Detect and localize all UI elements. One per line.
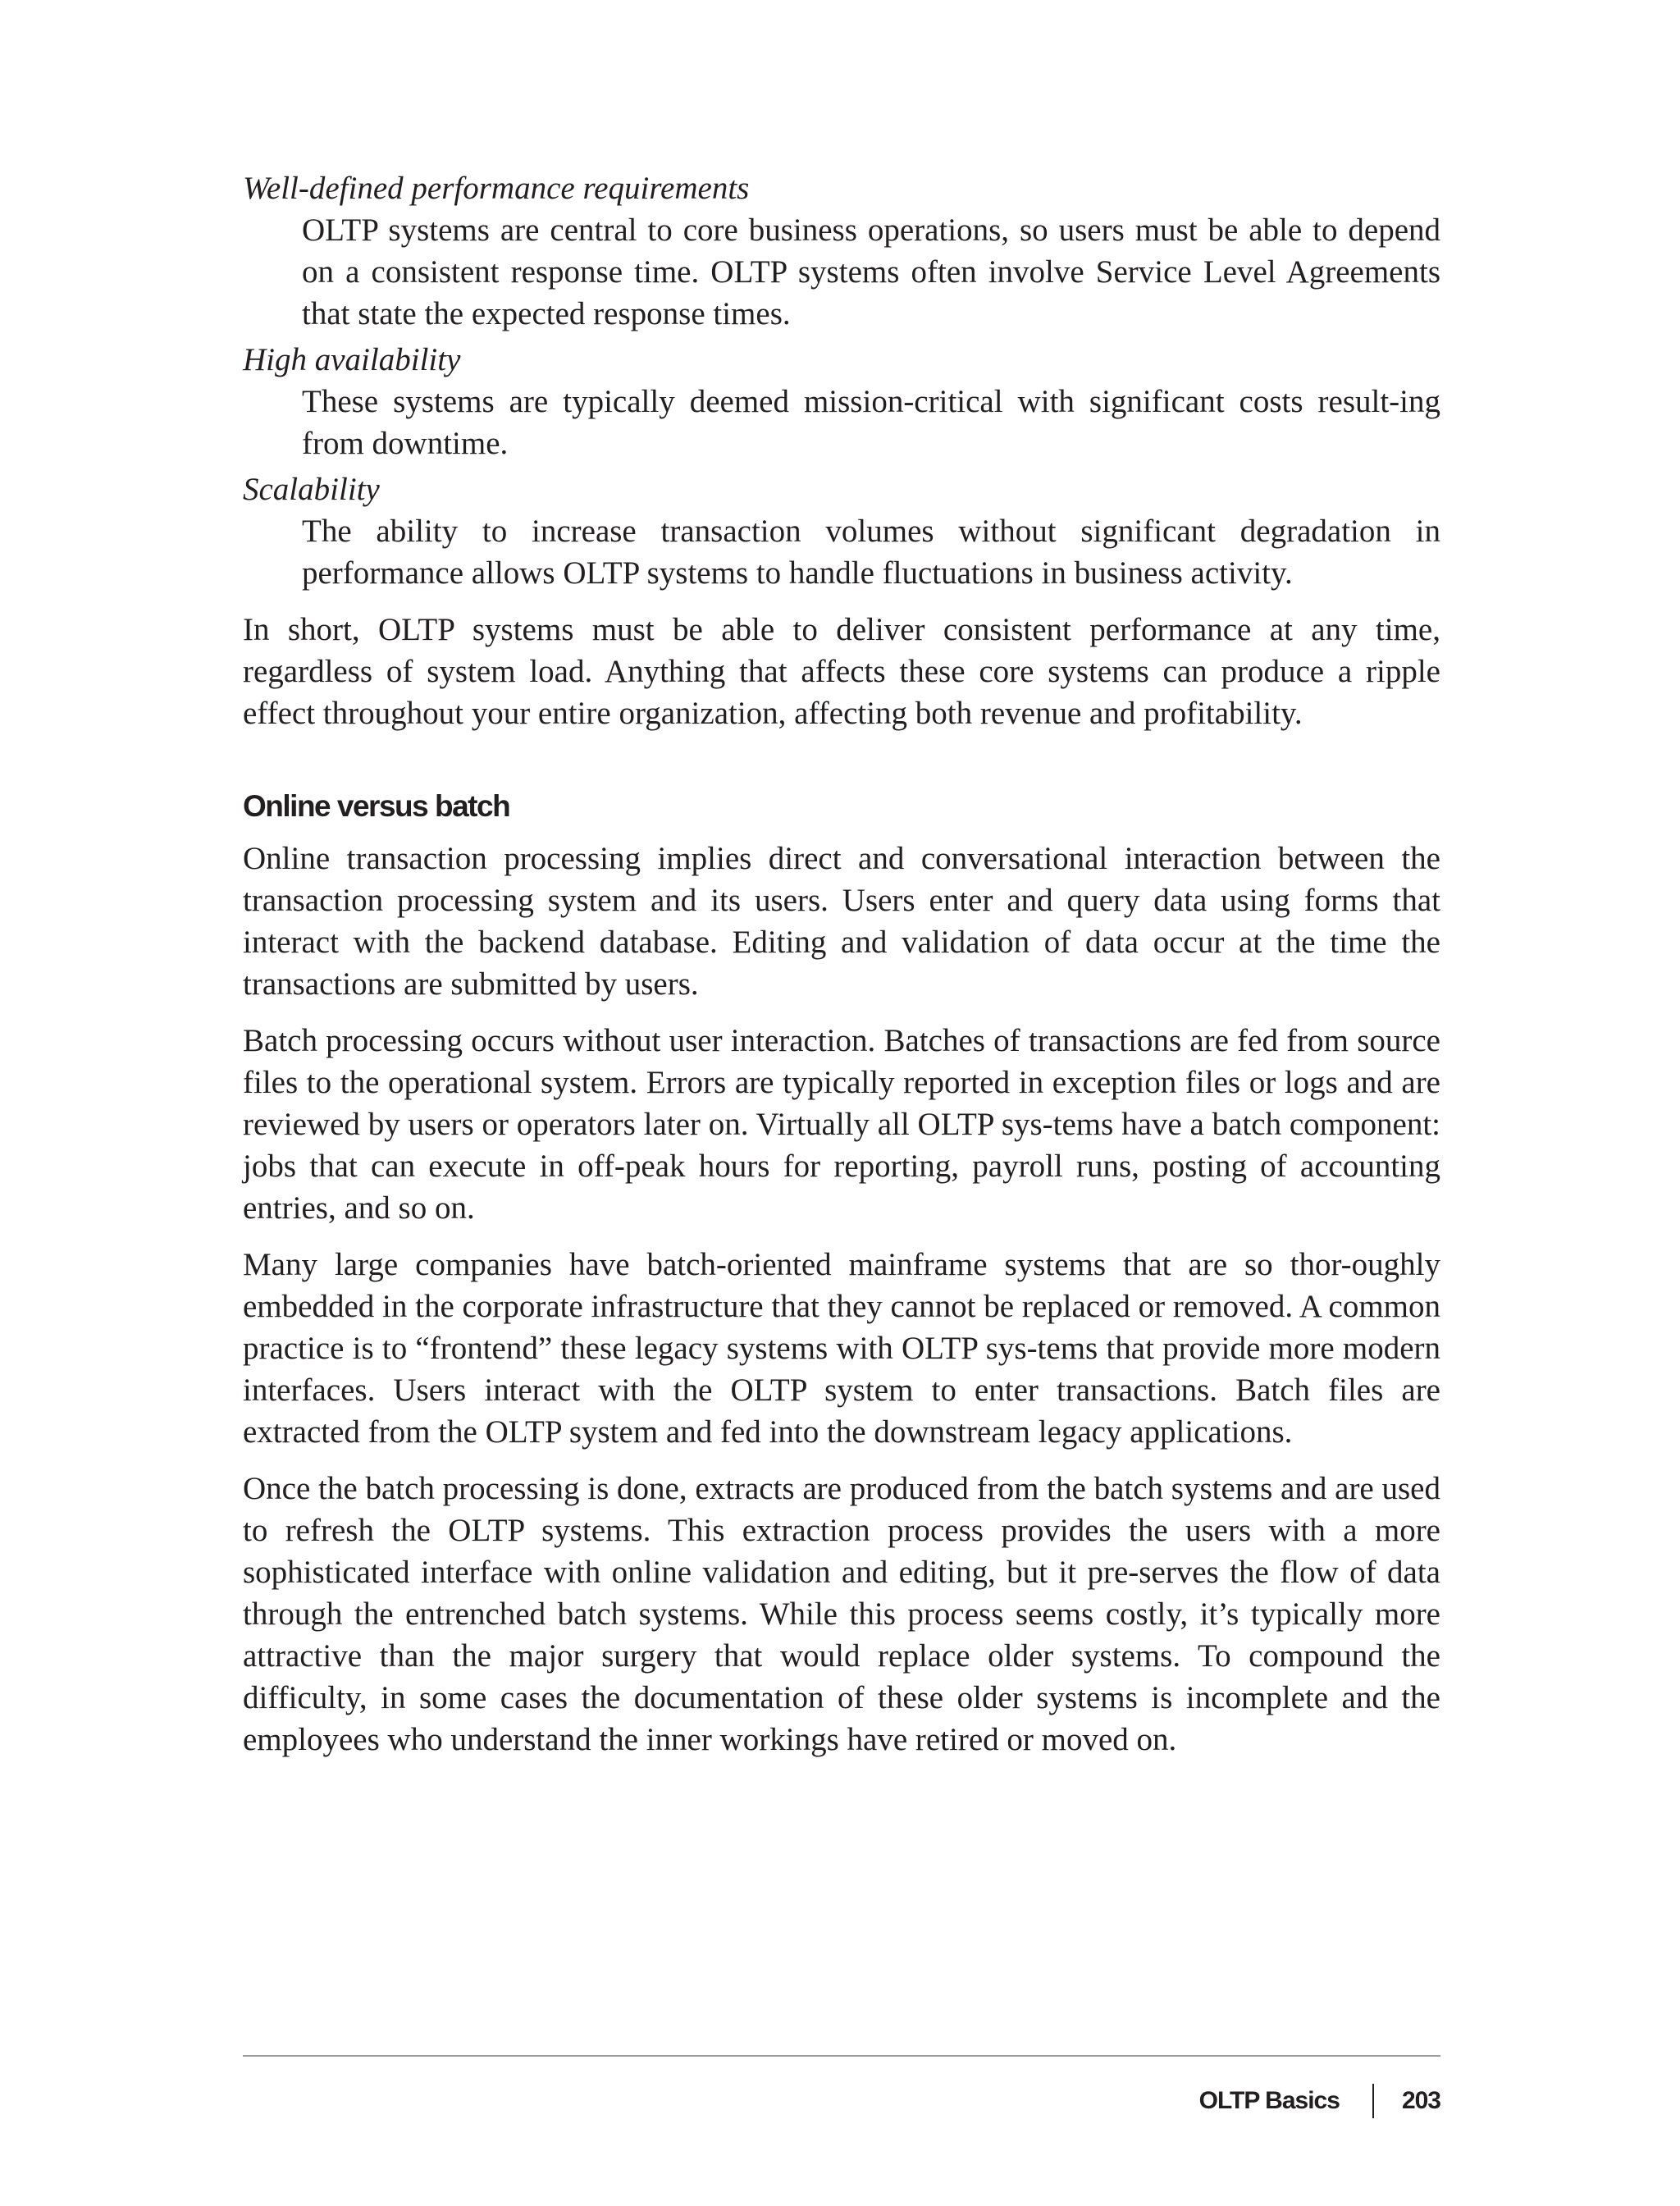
page-number: 203 xyxy=(1401,2087,1440,2114)
footer-separator xyxy=(1372,2084,1374,2118)
page-body xyxy=(243,167,1440,1761)
definition-text: These systems are typically deemed mission-critical with significant costs result-ing from downtime. xyxy=(302,384,1440,461)
body-paragraph: Many large companies have batch-oriented mainframe systems that are so thor-oughly embedded in the corporate infrastructure that they cannot be replaced or removed. A common practice is to “frontend” these legacy systems with OLTP sys-tems that provide more modern interfaces. Users interact with the OLTP system to enter transactions. Batch files are extracted from the OLTP system and fed into the downstream legacy applications. xyxy=(243,1247,1440,1450)
definition-term: Well-defined performance requirements xyxy=(243,171,750,206)
definition-term: High availability xyxy=(243,342,461,377)
definition-term: Scalability xyxy=(243,472,380,507)
section-heading: Online versus batch xyxy=(243,789,510,823)
definition-text: OLTP systems are central to core business operations, so users must be able to depend on a consistent response time. OLTP systems often involve Service Level Agreements that state the expected response times. xyxy=(302,212,1440,331)
body-paragraph: Online transaction processing implies direct and conversational interaction between the transaction processing system and its users. Users enter and query data using forms that interact with the backend database. Editing and validation of data occur at the time the transactions are submitted by users. xyxy=(243,841,1440,1002)
definition-list xyxy=(243,167,1440,594)
footer-section-title: OLTP Basics xyxy=(1198,2087,1340,2114)
body-paragraph: Once the batch processing is done, extracts are produced from the batch systems and are used to refresh the OLTP systems. This extraction process provides the users with a more sophisticated interface with online validation and editing, but it pre-serves the flow of data through the entrenched batch systems. While this process seems costly, it’s typically more attractive than the major surgery that would replace older systems. To compound the difficulty, in some cases the documentation of these older systems is incomplete and the employees who understand the inner workings have retired or moved on. xyxy=(243,1471,1440,1757)
definition-text: The ability to increase transaction volumes without significant degradation in performance allows OLTP systems to handle fluctuations in business activity. xyxy=(302,514,1440,591)
page-footer xyxy=(1199,2084,1440,2118)
footer-divider xyxy=(243,2055,1440,2057)
body-paragraph: Batch processing occurs without user interaction. Batches of transactions are fed from source files to the operational system. Errors are typically reported in exception files or logs and are reviewed by users or operators later on. Virtually all OLTP sys-tems have a batch component: jobs that can execute in off-peak hours for reporting, payroll runs, posting of accounting entries, and so on. xyxy=(243,1023,1440,1226)
summary-paragraph: In short, OLTP systems must be able to deliver consistent performance at any time, regardless of system load. Anything that affects these core systems can produce a ripple effect throughout your entire organization, affecting both revenue and profitability. xyxy=(243,612,1440,731)
